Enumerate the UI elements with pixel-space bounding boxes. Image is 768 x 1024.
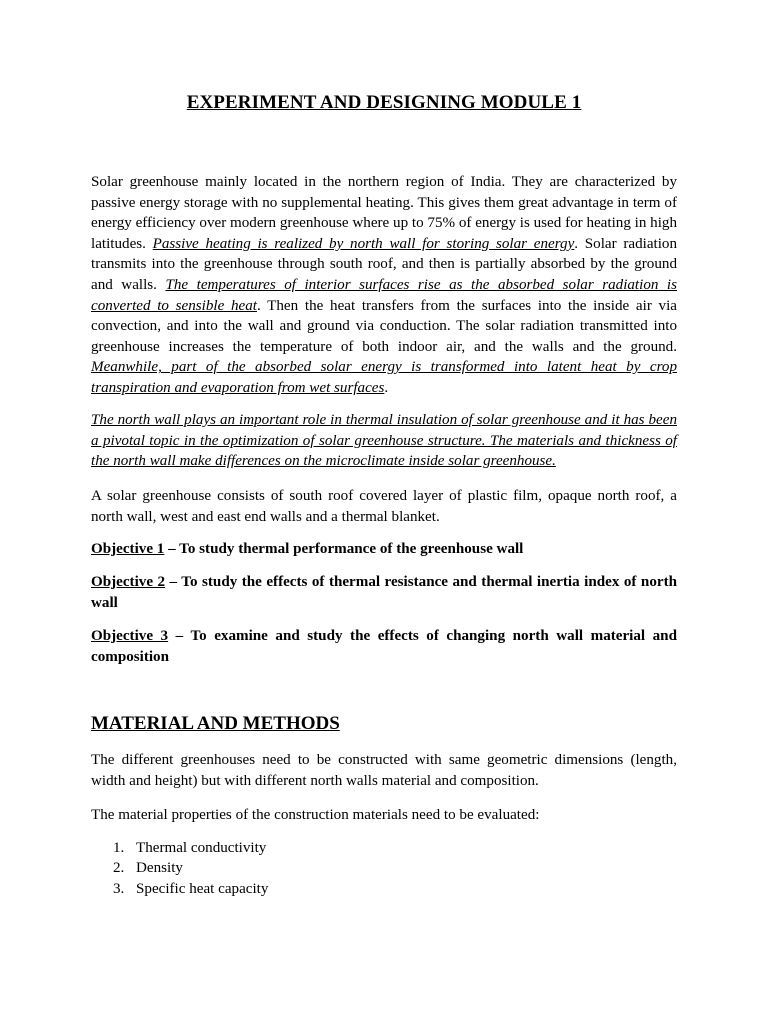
- intro-emphasis-3: Meanwhile, part of the absorbed solar energy is transformed into latent heat by crop transpiration and evaporation from wet surfaces: [91, 359, 677, 396]
- intro-text-1: Solar greenhouse mainly located in the northern region of India. They are characterized by passive energy storage with no supplemental heating. This gives them great advantage in term of energy efficiency over modern greenhouse where up to 75% of energy is used for heating in high latitudes.: [91, 174, 677, 252]
- intro-emphasis-1: Passive heating is realized by north wall for storing solar energy: [152, 235, 575, 252]
- list-item-text: Specific heat capacity: [136, 880, 269, 897]
- objective-1-label: Objective 1: [91, 541, 165, 557]
- objective-2-text: – To study the effects of thermal resistance and thermal inertia index of north wall: [91, 574, 677, 611]
- properties-intro: The material properties of the construction materials need to be evaluated:: [91, 807, 540, 823]
- list-item-number: 1.: [113, 840, 125, 856]
- objective-1-text: – To study thermal performance of the greenhouse wall: [164, 541, 524, 557]
- list-item: [91, 858, 268, 878]
- objective-1: [91, 539, 677, 560]
- north-wall-text: The north wall plays an important role in thermal insulation of solar greenhouse and it has been a pivotal topic in the optimization of solar greenhouse structure. The materials and thickness of the north wall make differences on the microclimate inside solar greenhouse.: [91, 412, 677, 470]
- objective-2-label: Objective 2: [91, 574, 166, 590]
- list-item: [91, 879, 268, 899]
- intro-paragraph: [91, 172, 677, 399]
- section-heading-materials: MATERIAL AND METHODS: [91, 713, 340, 734]
- objective-3: [91, 626, 677, 667]
- list-item-text: Thermal conductivity: [136, 840, 267, 856]
- north-wall-paragraph: [91, 410, 677, 472]
- materials-paragraph: The different greenhouses need to be constructed with same geometric dimensions (length, width and height) but with different north walls material and composition.: [91, 752, 677, 789]
- intro-text-4: .: [384, 379, 389, 396]
- list-item-number: 2.: [113, 860, 125, 877]
- objective-3-label: Objective 3: [91, 628, 169, 644]
- structure-paragraph: A solar greenhouse consists of south roof covered layer of plastic film, opaque north roof, a north wall, west and east end walls and a thermal blanket.: [91, 488, 677, 525]
- list-item-number: 3.: [113, 880, 125, 897]
- document-title: EXPERIMENT AND DESIGNING MODULE 1: [186, 92, 582, 113]
- properties-list: [91, 838, 268, 899]
- intro-emphasis-2: The temperatures of interior surfaces rise as the absorbed solar radiation is converted to sensible heat: [91, 276, 677, 314]
- intro-text-3: . Then the heat transfers from the surfaces into the inside air via convection, and into the wall and ground via conduction. The solar radiation transmitted into greenhouse increases the temperature of both indoor air, and the walls and the ground.: [91, 297, 677, 355]
- list-item: [91, 838, 268, 858]
- list-item-text: Density: [136, 860, 183, 877]
- objective-2: [91, 572, 677, 613]
- intro-text-2: . Solar radiation transmits into the greenhouse through south roof, and then is partially absorbed by the ground and walls.: [91, 235, 678, 293]
- objective-3-text: – To examine and study the effects of changing north wall material and composition: [91, 628, 677, 665]
